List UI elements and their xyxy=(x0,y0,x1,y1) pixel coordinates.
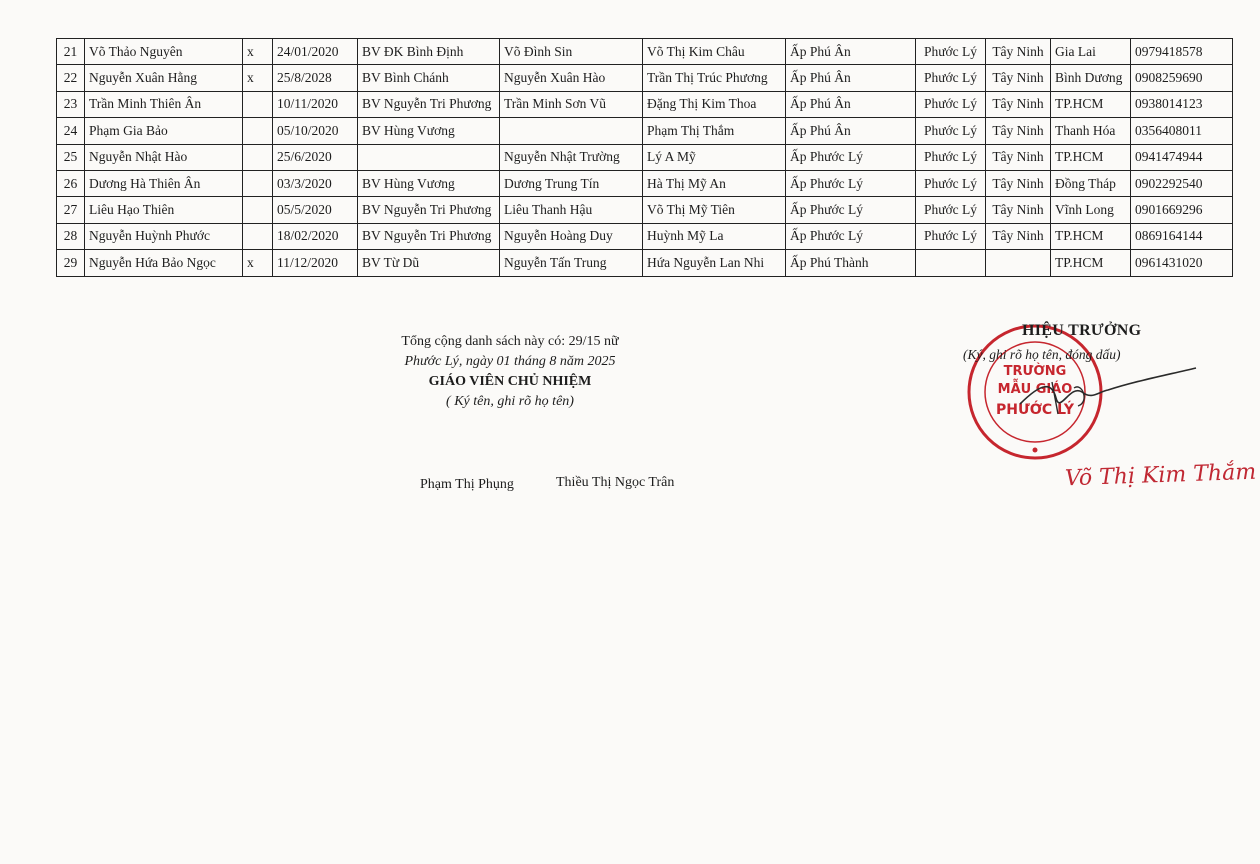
phone-number: 0356408011 xyxy=(1131,118,1233,144)
hometown: Bình Dương xyxy=(1051,65,1131,91)
mother-name: Huỳnh Mỹ La xyxy=(643,223,786,249)
commune: Phước Lý xyxy=(916,223,986,249)
commune: Phước Lý xyxy=(916,118,986,144)
student-name: Trần Minh Thiên Ân xyxy=(85,91,243,117)
female-mark xyxy=(243,118,273,144)
table-row xyxy=(57,118,1233,144)
birthplace: BV Nguyễn Tri Phương xyxy=(358,223,500,249)
student-name: Nguyễn Hứa Bảo Ngọc xyxy=(85,250,243,276)
date-of-birth: 11/12/2020 xyxy=(273,250,358,276)
province: Tây Ninh xyxy=(986,170,1051,196)
student-roster-table xyxy=(56,38,1233,277)
birthplace: BV Hùng Vương xyxy=(358,170,500,196)
date-of-birth: 24/01/2020 xyxy=(273,39,358,65)
female-mark xyxy=(243,170,273,196)
table-row xyxy=(57,250,1233,276)
father-name: Liêu Thanh Hậu xyxy=(500,197,643,223)
student-name: Võ Thảo Nguyên xyxy=(85,39,243,65)
father-name: Dương Trung Tín xyxy=(500,170,643,196)
principal-name: Võ Thị Kim Thắm xyxy=(1064,459,1257,492)
commune: Phước Lý xyxy=(916,91,986,117)
mother-name: Võ Thị Mỹ Tiên xyxy=(643,197,786,223)
table-row xyxy=(57,39,1233,65)
female-mark xyxy=(243,144,273,170)
mother-name: Lý A Mỹ xyxy=(643,144,786,170)
birthplace: BV Từ Dũ xyxy=(358,250,500,276)
hamlet: Ấp Phú Thành xyxy=(786,250,916,276)
principal-title: HIỆU TRƯỞNG xyxy=(1022,322,1142,339)
father-name: Nguyễn Tấn Trung xyxy=(500,250,643,276)
teacher-name-1: Phạm Thị Phụng xyxy=(420,477,514,492)
hamlet: Ấp Phú Ân xyxy=(786,91,916,117)
phone-number: 0938014123 xyxy=(1131,91,1233,117)
stamp-text-1: TRƯỜNG xyxy=(1003,364,1067,379)
hamlet: Ấp Phú Ân xyxy=(786,39,916,65)
phone-number: 0902292540 xyxy=(1131,170,1233,196)
date-of-birth: 25/6/2020 xyxy=(273,144,358,170)
hometown: Vĩnh Long xyxy=(1051,197,1131,223)
student-number: 25 xyxy=(57,144,85,170)
province: Tây Ninh xyxy=(986,223,1051,249)
summary-block xyxy=(330,332,690,412)
birthplace: BV Nguyễn Tri Phương xyxy=(358,197,500,223)
female-mark xyxy=(243,197,273,223)
father-name: Nguyễn Hoàng Duy xyxy=(500,223,643,249)
stamp-text-2: MẪU GIÁO xyxy=(997,382,1073,397)
mother-name: Trần Thị Trúc Phương xyxy=(643,65,786,91)
birthplace: BV Hùng Vương xyxy=(358,118,500,144)
hamlet: Ấp Phước Lý xyxy=(786,170,916,196)
date-of-birth: 18/02/2020 xyxy=(273,223,358,249)
province: Tây Ninh xyxy=(986,118,1051,144)
student-name: Nguyễn Huỳnh Phước xyxy=(85,223,243,249)
student-number: 29 xyxy=(57,250,85,276)
table-row xyxy=(57,197,1233,223)
birthplace: BV Nguyễn Tri Phương xyxy=(358,91,500,117)
hamlet: Ấp Phú Ân xyxy=(786,118,916,144)
female-mark: x xyxy=(243,250,273,276)
commune: Phước Lý xyxy=(916,170,986,196)
father-name: Võ Đình Sin xyxy=(500,39,643,65)
phone-number: 0908259690 xyxy=(1131,65,1233,91)
hometown: Thanh Hóa xyxy=(1051,118,1131,144)
teacher-sign-hint: ( Ký tên, ghi rõ họ tên) xyxy=(446,394,574,409)
birthplace: BV Bình Chánh xyxy=(358,65,500,91)
handwritten-signature-icon xyxy=(1012,362,1202,442)
hometown: TP.HCM xyxy=(1051,250,1131,276)
student-number: 26 xyxy=(57,170,85,196)
mother-name: Võ Thị Kim Châu xyxy=(643,39,786,65)
total-count: Tổng cộng danh sách này có: 29/15 nữ xyxy=(401,334,619,349)
date-of-birth: 03/3/2020 xyxy=(273,170,358,196)
province: Tây Ninh xyxy=(986,197,1051,223)
roster-body xyxy=(57,39,1233,277)
mother-name: Hà Thị Mỹ An xyxy=(643,170,786,196)
hometown: TP.HCM xyxy=(1051,144,1131,170)
date-of-birth: 25/8/2028 xyxy=(273,65,358,91)
student-name: Phạm Gia Bảo xyxy=(85,118,243,144)
commune: Phước Lý xyxy=(916,197,986,223)
student-name: Liêu Hạo Thiên xyxy=(85,197,243,223)
father-name xyxy=(500,118,643,144)
hamlet: Ấp Phước Lý xyxy=(786,144,916,170)
place-date: Phước Lý, ngày 01 tháng 8 năm 2025 xyxy=(404,354,616,369)
student-name: Nguyễn Nhật Hào xyxy=(85,144,243,170)
father-name: Nguyễn Xuân Hào xyxy=(500,65,643,91)
province: Tây Ninh xyxy=(986,144,1051,170)
student-number: 22 xyxy=(57,65,85,91)
mother-name: Hứa Nguyễn Lan Nhi xyxy=(643,250,786,276)
date-of-birth: 10/11/2020 xyxy=(273,91,358,117)
hometown: Đồng Tháp xyxy=(1051,170,1131,196)
student-number: 27 xyxy=(57,197,85,223)
student-number: 23 xyxy=(57,91,85,117)
province xyxy=(986,250,1051,276)
province: Tây Ninh xyxy=(986,39,1051,65)
hometown: TP.HCM xyxy=(1051,223,1131,249)
mother-name: Đặng Thị Kim Thoa xyxy=(643,91,786,117)
table-row xyxy=(57,144,1233,170)
stamp-text-3: PHƯỚC LÝ xyxy=(996,402,1074,418)
father-name: Trần Minh Sơn Vũ xyxy=(500,91,643,117)
commune: Phước Lý xyxy=(916,39,986,65)
commune: Phước Lý xyxy=(916,65,986,91)
commune: Phước Lý xyxy=(916,144,986,170)
teacher-name-2: Thiều Thị Ngọc Trân xyxy=(556,475,675,490)
province: Tây Ninh xyxy=(986,91,1051,117)
table-row xyxy=(57,223,1233,249)
province: Tây Ninh xyxy=(986,65,1051,91)
phone-number: 0979418578 xyxy=(1131,39,1233,65)
phone-number: 0869164144 xyxy=(1131,223,1233,249)
hometown: Gia Lai xyxy=(1051,39,1131,65)
hometown: TP.HCM xyxy=(1051,91,1131,117)
female-mark xyxy=(243,91,273,117)
table-row xyxy=(57,170,1233,196)
hamlet: Ấp Phú Ân xyxy=(786,65,916,91)
female-mark: x xyxy=(243,65,273,91)
phone-number: 0941474944 xyxy=(1131,144,1233,170)
principal-sign-hint: (Ký, ghi rõ họ tên, đóng dấu) xyxy=(963,347,1121,362)
table-row xyxy=(57,91,1233,117)
female-mark xyxy=(243,223,273,249)
table-row xyxy=(57,65,1233,91)
phone-number: 0901669296 xyxy=(1131,197,1233,223)
date-of-birth: 05/10/2020 xyxy=(273,118,358,144)
birthplace xyxy=(358,144,500,170)
female-mark: x xyxy=(243,39,273,65)
phone-number: 0961431020 xyxy=(1131,250,1233,276)
teacher-role-heading: GIÁO VIÊN CHỦ NHIỆM xyxy=(428,374,592,389)
father-name: Nguyễn Nhật Trường xyxy=(500,144,643,170)
hamlet: Ấp Phước Lý xyxy=(786,223,916,249)
student-name: Dương Hà Thiên Ân xyxy=(85,170,243,196)
mother-name: Phạm Thị Thắm xyxy=(643,118,786,144)
date-of-birth: 05/5/2020 xyxy=(273,197,358,223)
hamlet: Ấp Phước Lý xyxy=(786,197,916,223)
student-name: Nguyễn Xuân Hằng xyxy=(85,65,243,91)
student-number: 21 xyxy=(57,39,85,65)
commune xyxy=(916,250,986,276)
birthplace: BV ĐK Bình Định xyxy=(358,39,500,65)
student-number: 28 xyxy=(57,223,85,249)
student-number: 24 xyxy=(57,118,85,144)
